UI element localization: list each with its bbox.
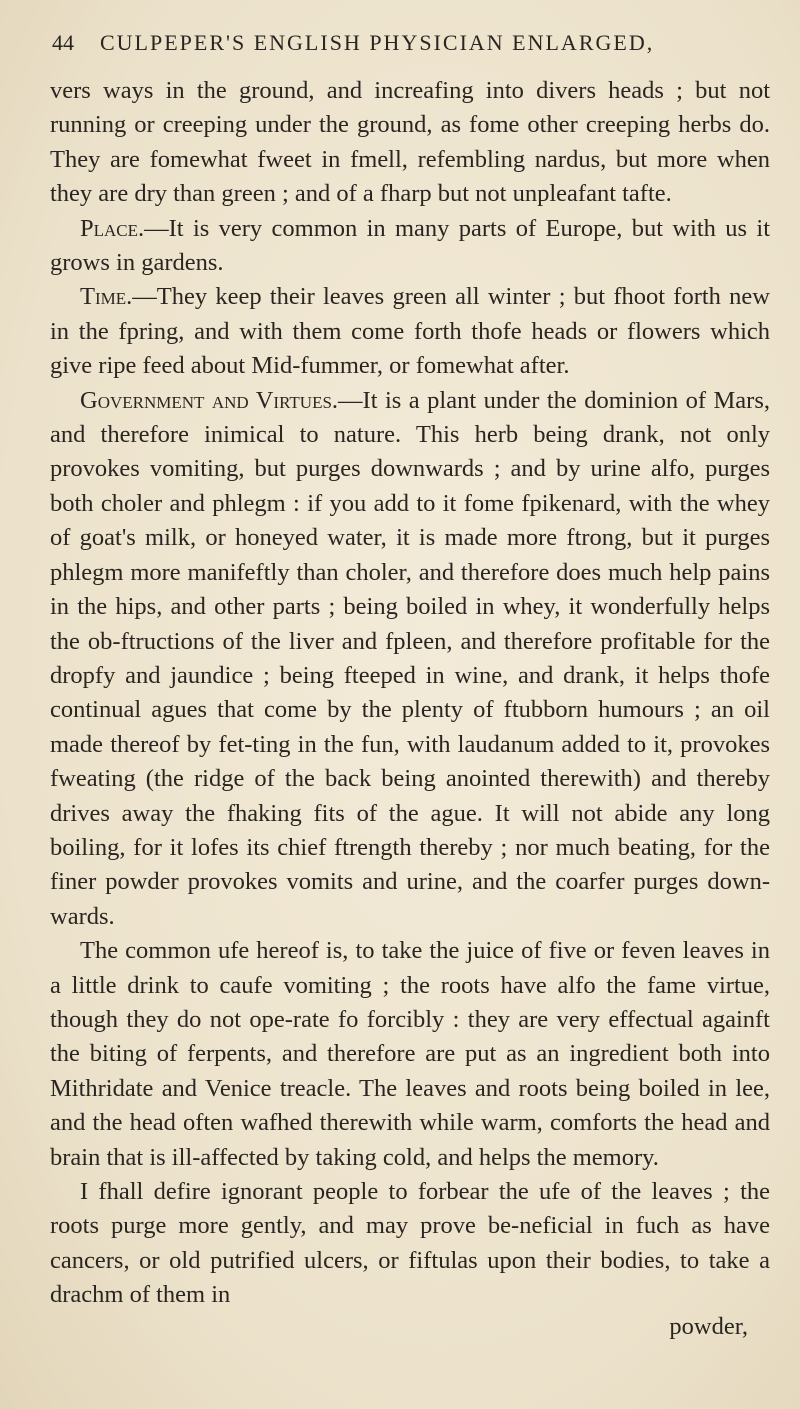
- section-lead-place: Place.: [80, 214, 145, 242]
- paragraph-caution: [50, 1175, 770, 1313]
- section-lead-time: Time.: [80, 283, 133, 311]
- paragraph-description: [50, 74, 770, 212]
- paragraph-government-virtues: [50, 384, 770, 935]
- body-text: [50, 74, 770, 1313]
- paragraph-common-use: [50, 934, 770, 1175]
- paragraph-text: I fhall defire ignorant people to forbear the ufe of the leaves ; the roots purge more gently, and may prove be-neficial in fuch as have cancers, or old putrified ulcers, or fiftulas upon their bodies, to take a drachm of them in: [50, 1178, 770, 1309]
- running-header: [52, 30, 770, 56]
- paragraph-text: —It is a plant under the dominion of Mars, and therefore inimical to nature. This herb being drank, not only provokes vomiting, but purges downwards ; and by urine alfo, purges both choler and phlegm : if you add to it fome fpikenard, with the whey of goat's milk, or honeyed water, it is made more ftrong, but it purges phlegm more manifeftly than choler, and therefore does much help pains in the hips, and other parts ; being boiled in whey, it wonderfully helps the ob-ftructions of the liver and fpleen, and therefore profitable for the dropfy and jaundice ; being fteeped in wine, and drank, it helps thofe continual agues that come by the plenty of ftubborn humours ; an oil made thereof by fet-ting in the fun, with laudanum added to it, provokes fweating (the ridge of the back being anointed therewith) and thereby drives away the fhaking fits of the ague. It will not abide any long boiling, for it lofes its chief ftrength thereby ; nor much beating, for the finer powder provokes vomits and urine, and the coarfer purges down-wards.: [50, 386, 770, 930]
- catchword: powder,: [669, 1312, 748, 1340]
- page-number: 44: [52, 30, 74, 55]
- paragraph-text: The common ufe hereof is, to take the juice of five or feven leaves in a little drink to caufe vomiting ; the roots have alfo the fame virtue, though they do not ope-rate fo forcibly : they are very effectual againft the biting of ferpents, and therefore are put as an ingredient both into Mithridate and Venice treacle. The leaves and roots being boiled in lee, and the head often wafhed therewith while warm, comforts the head and brain that is ill-affected by taking cold, and helps the memory.: [50, 937, 770, 1171]
- paragraph-time: [50, 280, 770, 383]
- paragraph-text: vers ways in the ground, and increafing into divers heads ; but not running or creeping under the ground, as fome other creeping herbs do. They are fomewhat fweet in fmell, refembling nardus, but more when they are dry than green ; and of a fharp but not unpleafant tafte.: [50, 77, 770, 208]
- paragraph-text: —They keep their leaves green all winter ; but fhoot forth new in the fpring, and with them come forth thofe heads or flowers which give ripe feed about Mid-fummer, or fomewhat after.: [50, 283, 770, 380]
- paragraph-place: [50, 212, 770, 281]
- section-lead-government: Government and Virtues.: [80, 386, 339, 414]
- running-title: CULPEPER'S ENGLISH PHYSICIAN ENLARGED,: [100, 30, 655, 55]
- paragraph-text: —It is very common in many parts of Europe, but with us it grows in gardens.: [50, 214, 770, 277]
